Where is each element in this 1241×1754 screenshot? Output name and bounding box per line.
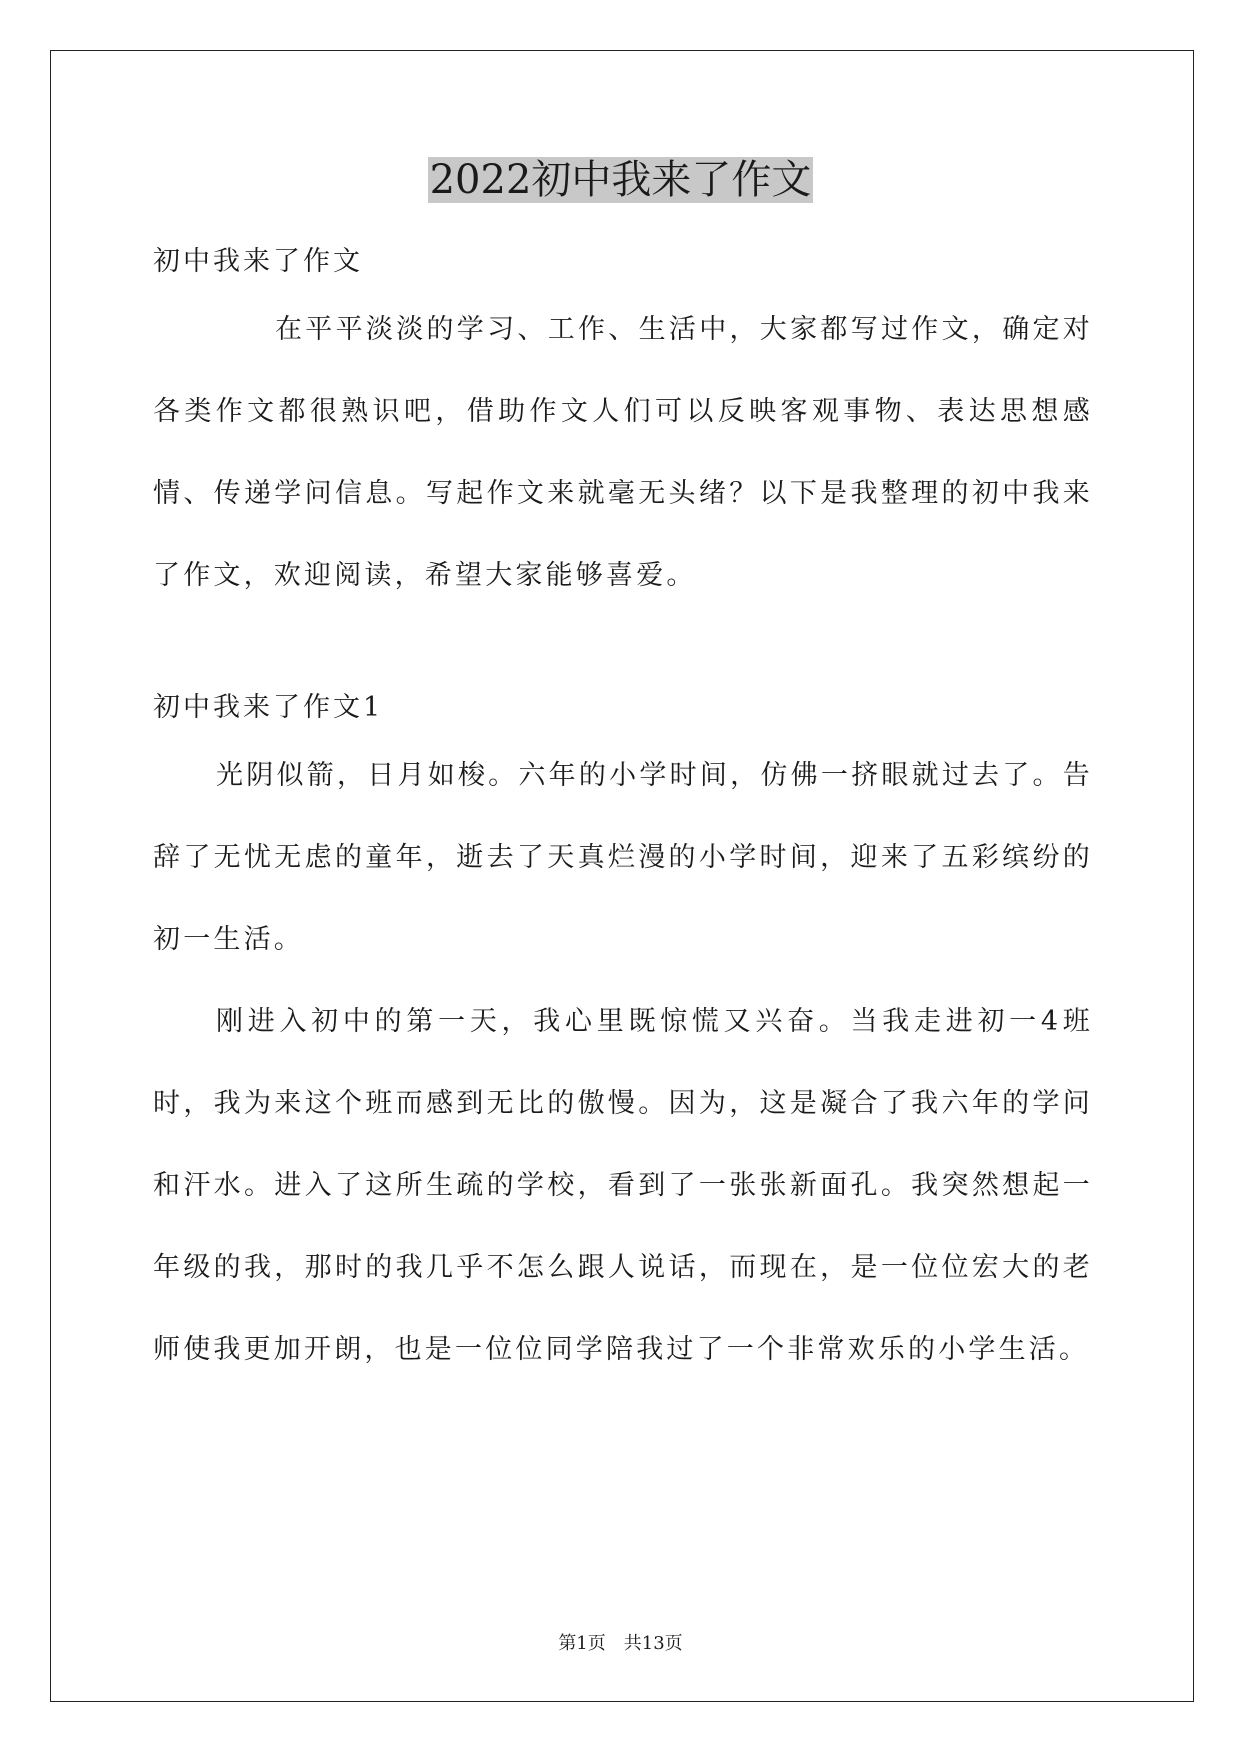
page-number: 第1页	[558, 1633, 606, 1654]
intro-paragraph: 在平平淡淡的学习、工作、生活中，大家都写过作文，确定对各类作文都很熟识吧，借助作文人们可以反映客观事物、表达思想感情、传递学问信息。写起作文来就毫无头绪？以下是我整理的初中我来了作文，欢迎阅读，希望大家能够喜爱。	[153, 314, 1093, 591]
page-footer	[0, 1632, 1241, 1656]
document-title-text: 2022初中我来了作文	[429, 157, 812, 203]
page-total: 共13页	[623, 1633, 683, 1654]
section-heading: 初中我来了作文1	[153, 692, 384, 723]
body-paragraph-2: 刚进入初中的第一天，我心里既惊慌又兴奋。当我走进初一4班时，我为来这个班而感到无比的傲慢。因为，这是凝合了我六年的学问和汗水。进入了这所生疏的学校，看到了一张张新面孔。我突然想起一年级的我，那时的我几乎不怎么跟人说话，而现在，是一位位宏大的老师使我更加开朗，也是一位位同学陪我过了一个非常欢乐的小学生活。	[153, 1006, 1093, 1365]
document-title	[0, 153, 1241, 207]
intro-heading: 初中我来了作文	[153, 246, 363, 277]
body-paragraph-1: 光阴似箭，日月如梭。六年的小学时间，仿佛一挤眼就过去了。告辞了无忧无虑的童年，逝去了天真烂漫的小学时间，迎来了五彩缤纷的初一生活。	[153, 760, 1093, 955]
